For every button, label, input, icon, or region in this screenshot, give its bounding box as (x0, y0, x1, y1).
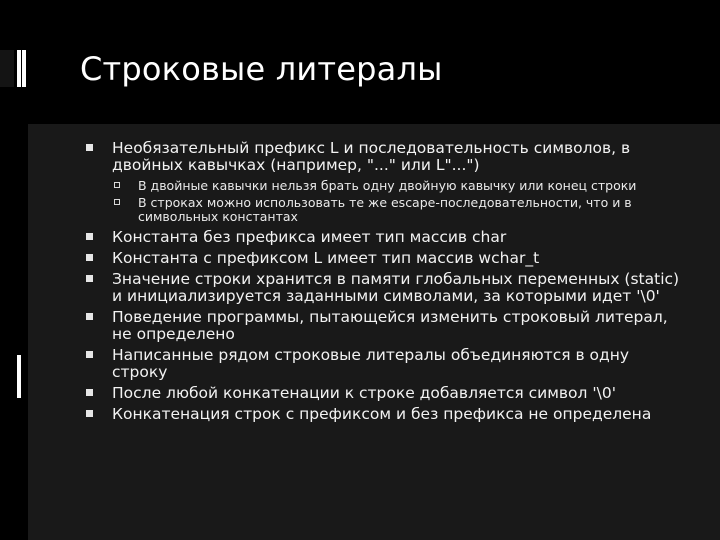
accent-bar-top (17, 50, 21, 87)
square-bullet-icon (86, 410, 93, 417)
left-decoration (0, 50, 14, 87)
bullet-item (86, 309, 686, 343)
hollow-square-bullet-icon (114, 182, 120, 188)
bullet-item (86, 271, 686, 305)
bullet-item (86, 406, 686, 423)
bullet-text: Написанные рядом строковые литералы объединяются в одну строку (112, 345, 630, 381)
square-bullet-icon (86, 254, 93, 261)
square-bullet-icon (86, 275, 93, 282)
bullet-item (86, 347, 686, 381)
bullet-text: Константа без префикса имеет тип массив char (112, 227, 507, 246)
bullet-list (86, 140, 686, 427)
bullet-text: Конкатенация строк с префиксом и без префикса не определена (112, 404, 652, 423)
slide-title: Строковые литералы (80, 50, 443, 88)
bullet-text: Константа с префиксом L имеет тип массив wchar_t (112, 248, 540, 267)
square-bullet-icon (86, 389, 93, 396)
bullet-text: После любой конкатенации к строке добавляется символ '\0' (112, 383, 616, 402)
square-bullet-icon (86, 351, 93, 358)
bullet-item (86, 229, 686, 246)
bullet-text: Поведение программы, пытающейся изменить строковый литерал, не определено (112, 307, 668, 343)
sub-bullet-text: В двойные кавычки нельзя брать одну двойную кавычку или конец строки (138, 178, 637, 193)
sub-bullet-text: В строках можно использовать те же escape-последовательности, что и в символьных константах (138, 194, 632, 224)
accent-bar-top-2 (22, 50, 26, 87)
bullet-item (86, 140, 686, 174)
sub-bullet-list (86, 179, 686, 225)
bullet-item (86, 385, 686, 402)
bullet-text: Значение строки хранится в памяти глобальных переменных (static) и инициализируется заданными символами, за которыми идет '\0' (112, 269, 680, 305)
sub-bullet-item (86, 179, 686, 194)
bullet-item (86, 250, 686, 267)
accent-bar-bottom (17, 355, 21, 398)
square-bullet-icon (86, 144, 93, 151)
hollow-square-bullet-icon (114, 199, 120, 205)
square-bullet-icon (86, 233, 93, 240)
square-bullet-icon (86, 313, 93, 320)
sub-bullet-item (86, 196, 686, 225)
bullet-text: Необязательный префикс L и последовательность символов, в двойных кавычках (например, "..." или L"...") (112, 139, 631, 174)
